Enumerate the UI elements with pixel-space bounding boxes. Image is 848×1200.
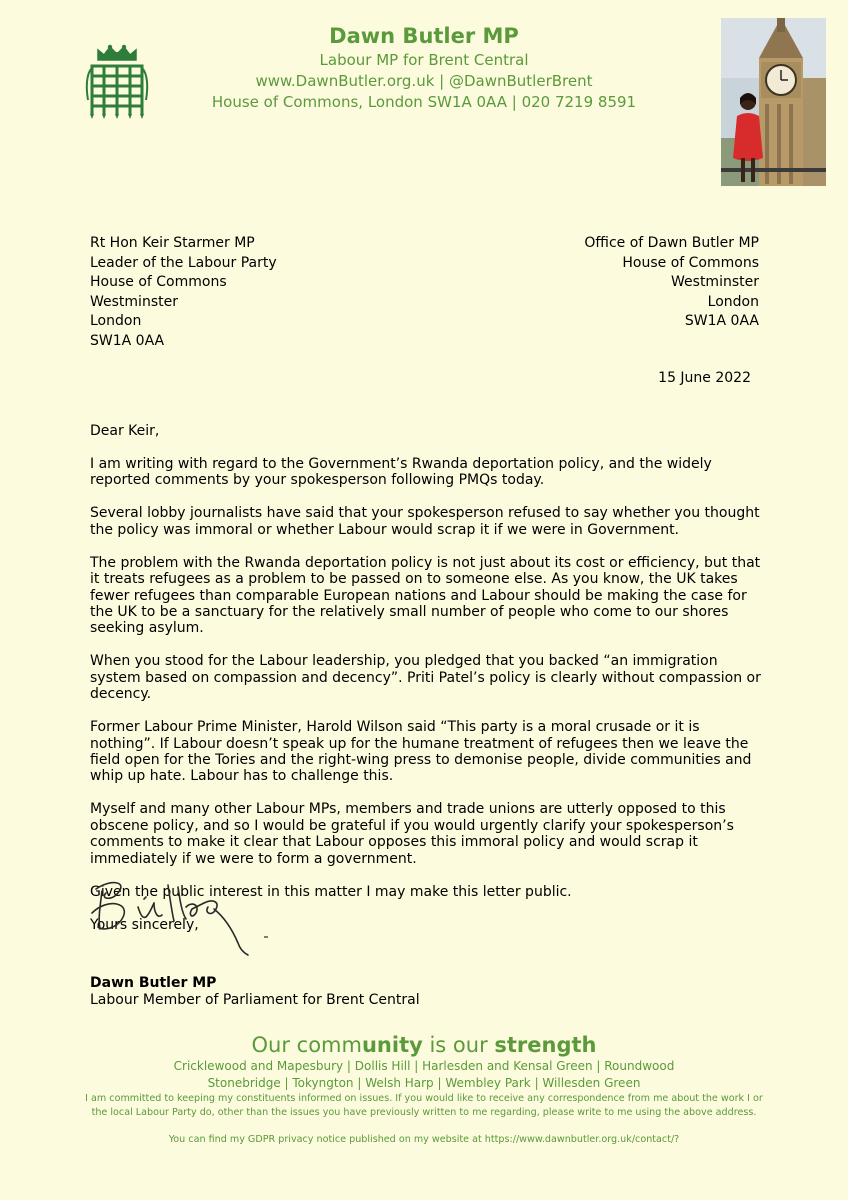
slogan-emphasis: strength bbox=[494, 1033, 597, 1057]
footer bbox=[60, 1032, 788, 1147]
mp-photo bbox=[721, 18, 826, 186]
signature bbox=[88, 873, 278, 961]
letterhead bbox=[200, 22, 648, 113]
closing: Yours sincerely, bbox=[90, 916, 199, 933]
sender-line: Westminster bbox=[671, 274, 759, 290]
recipient-line: House of Commons bbox=[90, 274, 227, 290]
recipient-line: Westminster bbox=[90, 293, 178, 310]
recipient-line: SW1A 0AA bbox=[90, 332, 165, 349]
letter-date: 15 June 2022 bbox=[658, 370, 751, 386]
signatory-name: Dawn Butler MP bbox=[90, 975, 217, 991]
paragraph: Former Labour Prime Minister, Harold Wilson said “This party is a moral crusade or it is nothing”. If Labour doesn’t speak up for the humane treatment of refugees then we leave the field open for the Tories and the right-wing press to demonise people, divide communities and whip up hate. Labour has to challenge this. bbox=[90, 719, 752, 785]
signatory-title: Labour Member of Parliament for Brent Central bbox=[90, 992, 420, 1008]
portcullis-icon bbox=[84, 44, 150, 120]
recipient-line: Rt Hon Keir Starmer MP bbox=[90, 235, 255, 251]
footer-slogan bbox=[60, 1032, 788, 1058]
footer-notice: the local Labour Party do, other than the issues you have previously written to me regarding, please write to me using the above address. bbox=[91, 1107, 757, 1118]
sender-address bbox=[584, 234, 759, 332]
paragraph: Given the public interest in this matter I may make this letter public. bbox=[90, 883, 572, 900]
footer-notice: I am committed to keeping my constituents informed on issues. If you would like to receive any correspondence from me about the work I or bbox=[85, 1093, 763, 1104]
sender-line: House of Commons bbox=[622, 254, 759, 271]
sender-line: SW1A 0AA bbox=[684, 313, 759, 329]
recipient-address bbox=[90, 234, 277, 351]
letterhead-address: House of Commons, London SW1A 0AA | 020 7219 8591 bbox=[211, 93, 637, 111]
paragraph: Myself and many other Labour MPs, members and trade unions are utterly opposed to this obscene policy, and so I would be grateful if you would urgently clarify your spokesperson’s comments to make it clear that Labour opposes this immoral policy and would scrap it immediately if we were to form a government. bbox=[90, 801, 734, 867]
footer-wards: Cricklewood and Mapesbury | Dollis Hill | Harlesden and Kensal Green | Roundwood bbox=[173, 1059, 675, 1073]
letterhead-web: www.DawnButler.org.uk | @DawnButlerBrent bbox=[255, 72, 593, 90]
slogan-emphasis: unity bbox=[361, 1033, 423, 1057]
recipient-line: Leader of the Labour Party bbox=[90, 254, 277, 271]
footer-gdpr: You can find my GDPR privacy notice published on my website at https://www.dawnbutler.org.uk/contact/? bbox=[168, 1134, 680, 1145]
salutation: Dear Keir, bbox=[90, 423, 160, 439]
paragraph: Several lobby journalists have said that your spokesperson refused to say whether you thought the policy was immoral or whether Labour would scrap it if we were in Government. bbox=[90, 505, 760, 538]
slogan-part: is our bbox=[422, 1033, 495, 1057]
letter-body bbox=[90, 423, 766, 950]
recipient-line: London bbox=[90, 313, 142, 329]
footer-wards: Stonebridge | Tokyngton | Welsh Harp | Wembley Park | Willesden Green bbox=[207, 1076, 641, 1090]
letterhead-role: Labour MP for Brent Central bbox=[319, 51, 529, 69]
paragraph: The problem with the Rwanda deportation policy is not just about its cost or efficiency, but that it treats refugees as a problem to be passed on to someone else. As you know, the UK takes fewer refugees than comparable European nations and Labour should be making the case for the UK to be a sanctuary for the relatively small number of people who come to our shores seeking asylum. bbox=[90, 554, 761, 637]
sender-line: London bbox=[707, 293, 759, 310]
letterhead-name: Dawn Butler MP bbox=[329, 24, 519, 48]
paragraph: I am writing with regard to the Government’s Rwanda deportation policy, and the widely reported comments by your spokesperson following PMQs today. bbox=[90, 456, 712, 489]
slogan-part: Our comm bbox=[251, 1033, 362, 1057]
paragraph: When you stood for the Labour leadership, you pledged that you backed “an immigration system based on compassion and decency”. Priti Patel’s policy is clearly without compassion or decency. bbox=[90, 653, 761, 703]
sender-line: Office of Dawn Butler MP bbox=[584, 235, 759, 251]
